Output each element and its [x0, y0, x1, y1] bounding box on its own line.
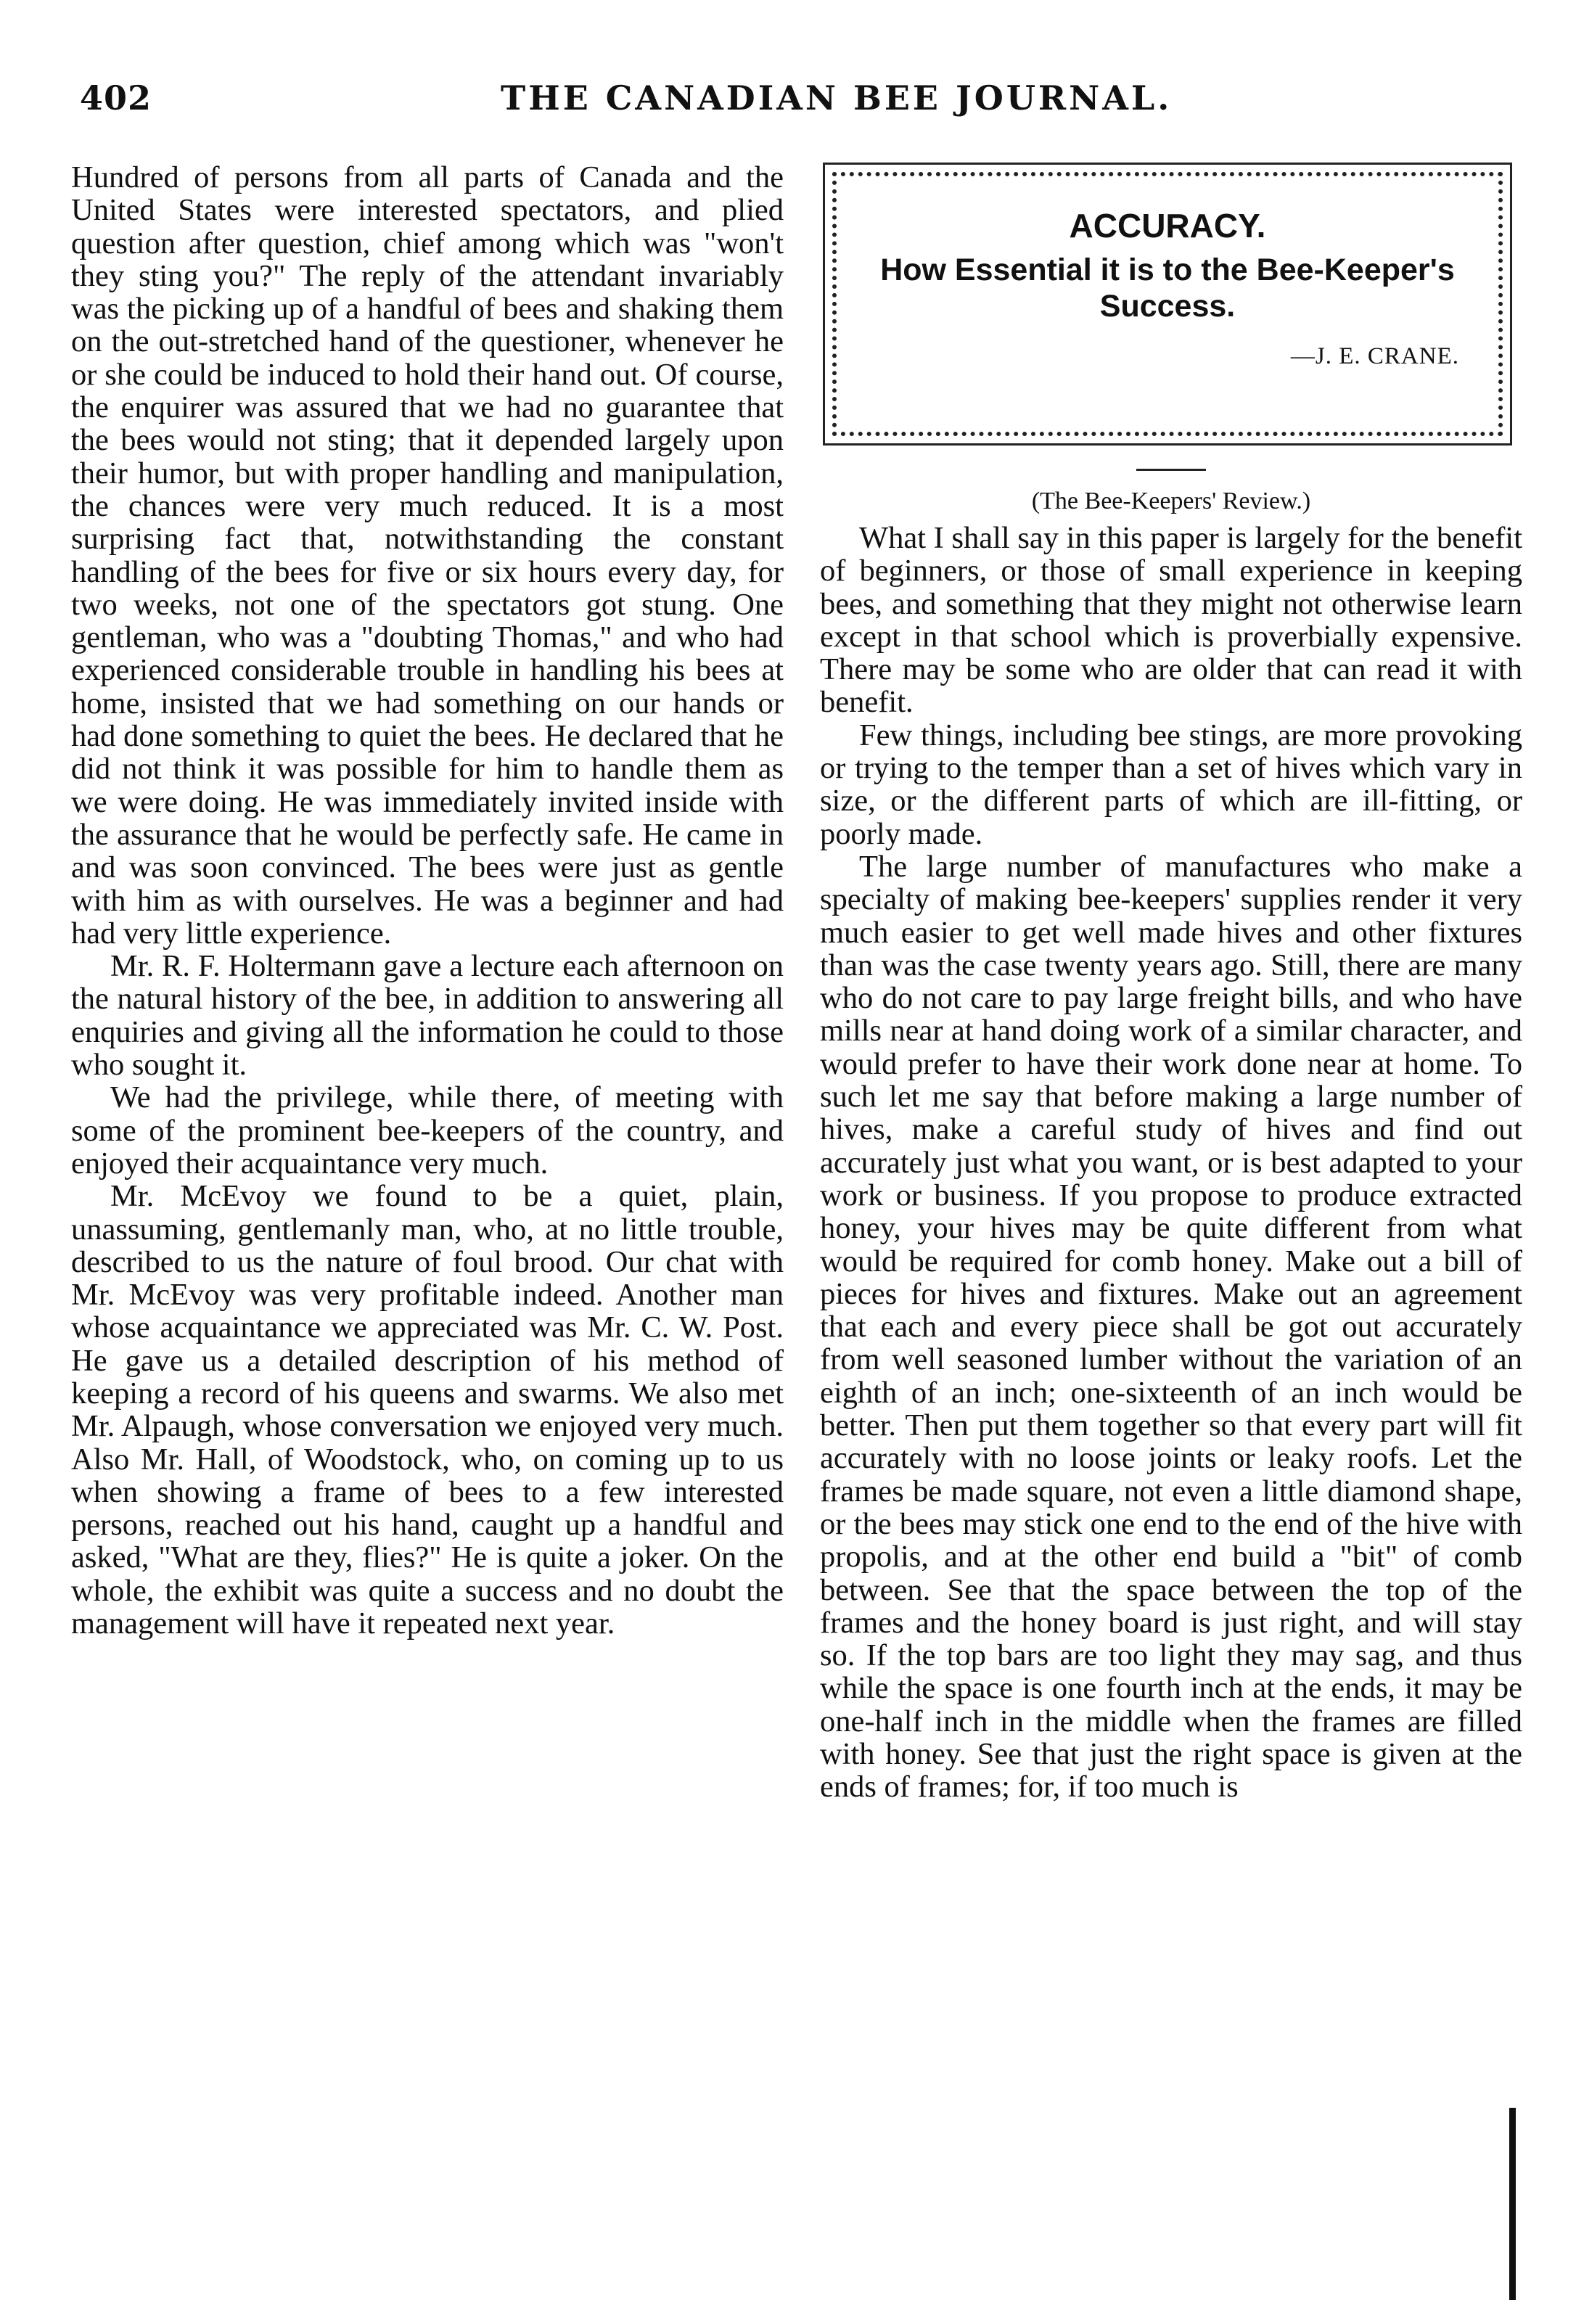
article-title-box [823, 163, 1512, 445]
article-source: (The Bee-Keepers' Review.) [1031, 488, 1311, 514]
right-column [820, 163, 1522, 1804]
paragraph: Mr. R. F. Holtermann gave a lecture each afternoon on the natural history of the bee, in addition to answering all enquiries and giving all the information he could to those who sought it. [71, 949, 784, 1083]
article-author: —J. E. CRANE. [1290, 343, 1459, 369]
paragraph: The large number of manufactures who make a specialty of making bee-keepers' supplies render it very much easier to get well made hives and other fixtures than was the case twenty years ago. Still, there are many who do not care to pay large freight bills, and who have mills near at hand doing work of a similar character, and would prefer to have their work done near at home. To such let me say that before making a large number of hives, make a careful study of hives and find out accurately just what you want, or is best adapted to your work or business. If you propose to produce extracted honey, your hives may be quite different from what would be required for comb honey. Make out a bill of pieces for hives and fixtures. Make out an agreement that each and every piece shall be got out accurately from well seasoned lumber without the variation of an eighth of an inch; one-sixteenth of an inch would be better. Then put them together so that every part will fit accurately with no loose joints or leaky roofs. Let the frames be made square, not even a little diamond shape, or the bees may stick one end to the end of the hive with propolis, and at the other end build a "bit" of comb between. See that the space between the top of the frames and the honey board is just right, and will stay so. If the top bars are too light they may sag, and thus while the space is one fourth inch at the ends, it may be one-half inch in the middle when the frames are filled with honey. See that just the right space is given at the ends of frames; for, if too much is [820, 849, 1522, 1804]
journal-title: THE CANADIAN BEE JOURNAL. [501, 78, 1173, 118]
paragraph: We had the privilege, while there, of meeting with some of the prominent bee-keepers of the country, and enjoyed their acquaintance very much. [71, 1080, 784, 1181]
article-subtitle: How Essential it is to the Bee-Keeper's Success. [880, 252, 1455, 324]
page-header [0, 78, 1576, 129]
page-edge-mark [1509, 2108, 1516, 2300]
paragraph: Few things, including bee stings, are more provoking or trying to the temper than a set of hives which vary in size, or the different parts of which are ill-fitting, or poorly made. [820, 718, 1522, 851]
left-column [71, 161, 784, 1640]
divider [1136, 469, 1206, 471]
paragraph: Mr. McEvoy we found to be a quiet, plain, unassuming, gentlemanly man, who, at no little trouble, described to us the nature of foul brood. Our chat with Mr. McEvoy was very profitable indeed. Another man whose acquaintance we appreciated was Mr. C. W. Post. He gave us a detailed description of his method of keeping a record of his queens and swarms. We also met Mr. Alpaugh, whose conversation we enjoyed very much. Also Mr. Hall, of Woodstock, who, on coming up to us when showing a frame of bees to a few interested persons, reached out his hand, caught up a handful and asked, "What are they, flies?" He is quite a joker. On the whole, the exhibit was quite a success and no doubt the management will have it repeated next year. [71, 1179, 784, 1641]
page-number: 402 [80, 78, 152, 118]
paragraph: Hundred of persons from all parts of Canada and the United States were interested spectators, and plied question after question, chief among which was "won't they sting you?" The reply of the attendant invariably was the picking up of a handful of bees and shaking them on the out-stretched hand of the questioner, whenever he or she could be induced to hold their hand out. Of course, the enquirer was assured that we had no guarantee that the bees would not sting; that it depended largely upon their humor, but with proper handling and manipulation, the chances were very much reduced. It is a most surprising fact that, notwithstanding the constant handling of the bees for five or six hours every day, for two weeks, not one of the spectators got stung. One gentleman, who was a "doubting Thomas," and who had experienced considerable trouble in handling his bees at home, insisted that we had something on our hands or had done something to quiet the bees. He declared that he did not think it was possible for him to handle them as we were doing. He was immediately invited inside with the assurance that he would be perfectly safe. He came in and was soon convinced. The bees were just as gentle with him as with ourselves. He was a beginner and had had very little experience. [71, 160, 784, 950]
article-title: ACCURACY. [1069, 207, 1266, 245]
paragraph: What I shall say in this paper is largely for the benefit of beginners, or those of small experience in keeping bees, and something that they might not otherwise learn except in that school which is proverbially expensive. There may be some who are older that can read it with benefit. [820, 521, 1522, 720]
